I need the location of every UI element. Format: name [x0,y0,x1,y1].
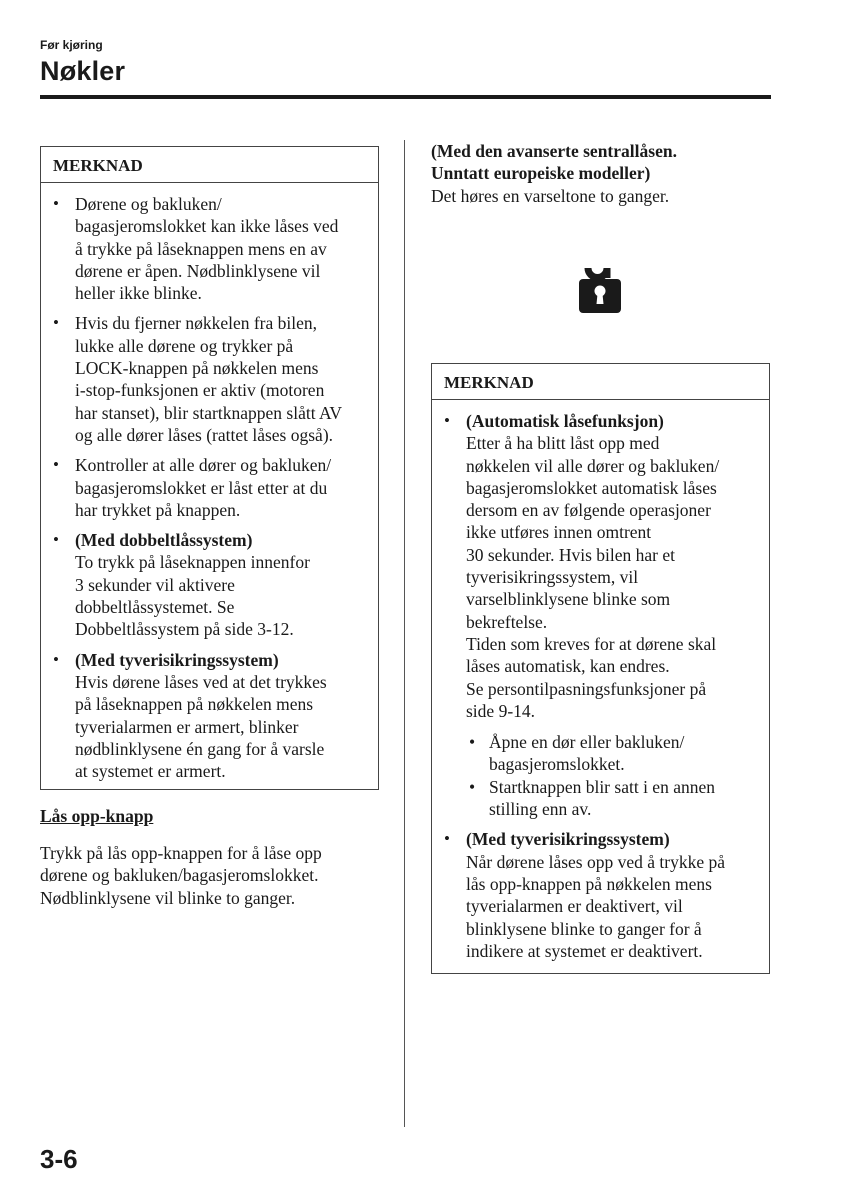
text-line: tyverialarmen er deaktivert, vil [466,896,683,917]
text-line: Det høres en varseltone to ganger. [431,185,670,206]
list-item [53,529,368,640]
page-title: Nøkler [40,56,126,86]
text-line: bagasjeromslokket automatisk låses [466,477,717,498]
right-note-box [431,363,770,974]
text-line: • Startknappen blir satt i en annen [489,776,715,797]
note-list [432,400,769,976]
text-line-bold: Unntatt europeiske modeller) [431,163,651,184]
text-line: dørene er åpen. Nødblinklysene vil [75,260,321,281]
text-line: Trykk på lås opp-knappen for å låse opp [40,843,322,863]
text-line: indikere at systemet er deaktivert. [466,940,703,961]
list-item [53,649,368,783]
text-line: 30 sekunder. Hvis bilen har et [466,544,675,565]
text-line: side 9-14. [466,700,536,721]
note-heading: MERKNAD [432,364,769,400]
text-line: bekreftelse. [466,611,548,632]
text-line: Når dørene låses opp ved å trykke på [466,851,725,872]
note-heading: MERKNAD [41,147,378,183]
list-item [444,410,759,820]
text-line: stilling enn av. [489,799,592,820]
unlock-button-heading: Lås opp-knapp [40,806,154,826]
text-line: å trykke på låseknappen mens en av [75,238,327,259]
central-lock-paragraph [431,140,677,207]
text-line: lås opp-knappen på nøkkelen mens [466,873,712,894]
text-line: • Hvis du fjerner nøkkelen fra bilen, [75,313,318,334]
item-title: • (Med tyverisikringssystem) [466,829,670,850]
text-line: heller ikke blinke. [75,283,202,304]
sub-list [466,731,759,820]
text-line: Nødblinklysene vil blinke to ganger. [40,887,296,908]
sub-list-item [466,731,759,776]
text-line: at systemet er armert. [75,761,226,782]
text-line: lukke alle dørene og trykker på [75,335,294,356]
text-line: • Dørene og bakluken/ [75,194,222,214]
text-line: Hvis dørene låses ved at det trykkes [75,671,327,692]
text-line: dersom en av følgende operasjoner [466,500,711,521]
text-line: i-stop-funksjonen er aktiv (motoren [75,380,325,401]
text-line: nødblinklysene én gang for å varsle [75,738,325,759]
text-line: LOCK-knappen på nøkkelen mens [75,358,319,379]
list-item [53,312,368,446]
sub-list-item [466,776,759,821]
text-line: To trykk på låseknappen innenfor [75,552,310,573]
text-line: tyverisikringssystem, vil [466,567,639,588]
text-line: bagasjeromslokket. [489,754,625,775]
unlock-button-paragraph [40,842,322,909]
section-label: Før kjøring [40,38,103,52]
unlock-padlock-icon [576,250,624,316]
text-line: • Kontroller at alle dører og bakluken/ [75,455,332,476]
column-divider [404,140,405,1127]
text-line: dørene og bakluken/bagasjeromslokket. [40,865,319,886]
text-line: på låseknappen på nøkkelen mens [75,694,314,715]
text-line: Se persontilpasningsfunksjoner på [466,678,707,699]
text-line: Tiden som kreves for at dørene skal [466,633,717,654]
text-line: varselblinklysene blinke som [466,589,671,610]
left-note-box [40,146,379,790]
title-rule [40,95,771,99]
text-line: blinklysene blinke to ganger for å [466,918,702,939]
item-title: • (Automatisk låsefunksjon) [466,411,664,431]
text-line: har trykket på knappen. [75,499,241,520]
text-line: dobbeltlåssystemet. Se [75,597,235,618]
text-line: har stanset), blir startknappen slått AV [75,402,342,423]
note-list [41,183,378,796]
text-line: 3 sekunder vil aktivere [75,574,235,595]
text-line: bagasjeromslokket er låst etter at du [75,477,328,498]
text-line: Dobbeltlåssystem på side 3-12. [75,619,294,640]
text-line: ikke utføres innen omtrent [466,522,652,543]
item-title: • (Med tyverisikringssystem) [75,649,279,670]
list-item [53,454,368,521]
text-line-bold: (Med den avanserte sentrallåsen. [431,141,677,161]
text-line: bagasjeromslokket kan ikke låses ved [75,216,339,237]
text-line: tyverialarmen er armert, blinker [75,716,299,737]
text-line: • Åpne en dør eller bakluken/ [489,732,685,753]
list-item [444,828,759,962]
list-item [53,193,368,304]
item-title: • (Med dobbeltlåssystem) [75,530,253,551]
text-line: låses automatisk, kan endres. [466,656,670,677]
page-number: 3-6 [40,1144,78,1174]
text-line: nøkkelen vil alle dører og bakluken/ [466,455,720,476]
text-line: og alle dører låses (rattet låses også). [75,424,334,445]
text-line: Etter å ha blitt låst opp med [466,433,660,454]
